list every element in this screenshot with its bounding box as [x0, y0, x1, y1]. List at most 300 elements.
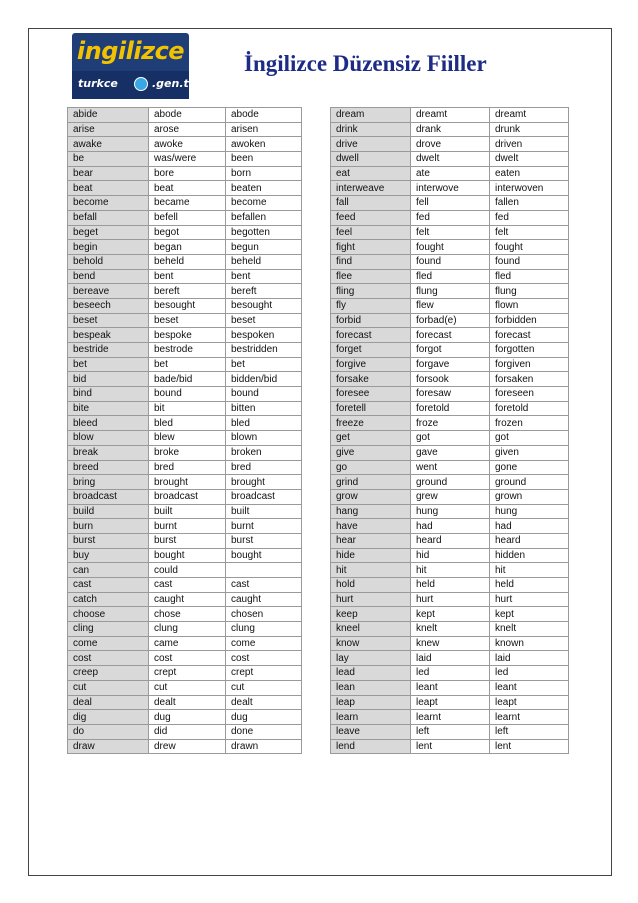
verb-row [68, 651, 302, 666]
verb-row [331, 181, 569, 196]
verb-row [68, 284, 302, 299]
past-participle-cell: brought [226, 475, 302, 490]
verb-row [68, 416, 302, 431]
page-title: İngilizce Düzensiz Fiiller [244, 51, 487, 76]
past-simple-cell: had [411, 519, 490, 534]
verb-row [331, 284, 569, 299]
verb-row [68, 343, 302, 358]
verb-row [68, 680, 302, 695]
past-simple-cell: became [149, 196, 226, 211]
past-participle-cell: blown [226, 431, 302, 446]
verb-row [68, 269, 302, 284]
base-form-cell: find [331, 254, 411, 269]
past-simple-cell: gave [411, 445, 490, 460]
past-participle-cell: forsaken [490, 372, 569, 387]
past-simple-cell: chose [149, 607, 226, 622]
past-participle-cell: drunk [490, 122, 569, 137]
past-participle-cell: caught [226, 592, 302, 607]
past-participle-cell: learnt [490, 710, 569, 725]
base-form-cell: forget [331, 343, 411, 358]
past-simple-cell: knew [411, 636, 490, 651]
past-participle-cell: burnt [226, 519, 302, 534]
past-simple-cell: clung [149, 622, 226, 637]
past-participle-cell: hit [490, 563, 569, 578]
past-participle-cell: bereft [226, 284, 302, 299]
past-participle-cell: flung [490, 284, 569, 299]
verb-row [68, 724, 302, 739]
past-participle-cell: beaten [226, 181, 302, 196]
past-participle-cell: forecast [490, 328, 569, 343]
past-simple-cell: bade/bid [149, 372, 226, 387]
past-simple-cell: burnt [149, 519, 226, 534]
verb-row [68, 445, 302, 460]
base-form-cell: awake [68, 137, 149, 152]
verb-row [331, 122, 569, 137]
past-participle-cell: kept [490, 607, 569, 622]
past-participle-cell: left [490, 724, 569, 739]
past-participle-cell: forbidden [490, 313, 569, 328]
past-simple-cell: forsook [411, 372, 490, 387]
verb-row [68, 578, 302, 593]
base-form-cell: flee [331, 269, 411, 284]
past-simple-cell: burst [149, 533, 226, 548]
verb-row [331, 680, 569, 695]
verb-row [331, 504, 569, 519]
past-simple-cell: lent [411, 739, 490, 754]
past-participle-cell: done [226, 724, 302, 739]
base-form-cell: bespeak [68, 328, 149, 343]
past-simple-cell: befell [149, 210, 226, 225]
past-simple-cell: abode [149, 108, 226, 123]
past-participle-cell: bestridden [226, 343, 302, 358]
past-participle-cell: interwoven [490, 181, 569, 196]
past-simple-cell: hid [411, 548, 490, 563]
past-simple-cell: bespoke [149, 328, 226, 343]
base-form-cell: can [68, 563, 149, 578]
past-participle-cell: bespoken [226, 328, 302, 343]
past-simple-cell: led [411, 666, 490, 681]
past-simple-cell: drew [149, 739, 226, 754]
past-participle-cell: held [490, 578, 569, 593]
base-form-cell: cling [68, 622, 149, 637]
past-participle-cell: fed [490, 210, 569, 225]
verb-row [331, 460, 569, 475]
past-simple-cell: laid [411, 651, 490, 666]
past-simple-cell: bit [149, 401, 226, 416]
base-form-cell: hit [331, 563, 411, 578]
verb-row [68, 196, 302, 211]
past-participle-cell: ground [490, 475, 569, 490]
past-participle-cell: led [490, 666, 569, 681]
past-simple-cell: foretold [411, 401, 490, 416]
verb-row [331, 563, 569, 578]
past-participle-cell: born [226, 166, 302, 181]
verb-row [68, 592, 302, 607]
past-simple-cell: bet [149, 357, 226, 372]
past-simple-cell: beat [149, 181, 226, 196]
past-simple-cell: foresaw [411, 387, 490, 402]
past-participle-cell: bred [226, 460, 302, 475]
past-participle-cell: come [226, 636, 302, 651]
past-participle-cell: leapt [490, 695, 569, 710]
past-participle-cell: clung [226, 622, 302, 637]
verb-row [68, 357, 302, 372]
past-participle-cell: chosen [226, 607, 302, 622]
past-participle-cell: lent [490, 739, 569, 754]
verb-row [68, 372, 302, 387]
base-form-cell: drive [331, 137, 411, 152]
past-simple-cell: beset [149, 313, 226, 328]
past-participle-cell: eaten [490, 166, 569, 181]
verb-row [68, 489, 302, 504]
past-participle-cell: built [226, 504, 302, 519]
past-participle-cell: cast [226, 578, 302, 593]
verb-row [331, 739, 569, 754]
past-participle-cell: dealt [226, 695, 302, 710]
verb-row [331, 372, 569, 387]
past-simple-cell: dug [149, 710, 226, 725]
past-participle-cell: knelt [490, 622, 569, 637]
verb-row [68, 563, 302, 578]
base-form-cell: eat [331, 166, 411, 181]
past-simple-cell: was/were [149, 152, 226, 167]
past-simple-cell: fell [411, 196, 490, 211]
base-form-cell: arise [68, 122, 149, 137]
verb-row [331, 357, 569, 372]
base-form-cell: fling [331, 284, 411, 299]
verb-row [331, 607, 569, 622]
past-participle-cell: beheld [226, 254, 302, 269]
past-participle-cell: burst [226, 533, 302, 548]
verb-row [331, 710, 569, 725]
verb-row [331, 298, 569, 313]
base-form-cell: freeze [331, 416, 411, 431]
verb-row [68, 181, 302, 196]
past-participle-cell [226, 563, 302, 578]
base-form-cell: have [331, 519, 411, 534]
past-participle-cell: foreseen [490, 387, 569, 402]
verb-row [331, 666, 569, 681]
verb-row [331, 343, 569, 358]
past-simple-cell: bled [149, 416, 226, 431]
past-simple-cell: beheld [149, 254, 226, 269]
past-simple-cell: besought [149, 298, 226, 313]
base-form-cell: get [331, 431, 411, 446]
verb-row [68, 548, 302, 563]
past-participle-cell: bent [226, 269, 302, 284]
base-form-cell: begin [68, 240, 149, 255]
base-form-cell: beat [68, 181, 149, 196]
base-form-cell: bleed [68, 416, 149, 431]
verb-row [331, 724, 569, 739]
verb-row [68, 401, 302, 416]
past-simple-cell: dreamt [411, 108, 490, 123]
verb-row [68, 137, 302, 152]
past-simple-cell: learnt [411, 710, 490, 725]
base-form-cell: befall [68, 210, 149, 225]
base-form-cell: broadcast [68, 489, 149, 504]
verb-row [331, 636, 569, 651]
past-simple-cell: got [411, 431, 490, 446]
past-participle-cell: cut [226, 680, 302, 695]
base-form-cell: cut [68, 680, 149, 695]
past-simple-cell: left [411, 724, 490, 739]
past-simple-cell: grew [411, 489, 490, 504]
verb-row [68, 225, 302, 240]
past-simple-cell: fought [411, 240, 490, 255]
base-form-cell: go [331, 460, 411, 475]
past-participle-cell: driven [490, 137, 569, 152]
verb-row [331, 533, 569, 548]
verb-row [331, 152, 569, 167]
verb-row [68, 636, 302, 651]
past-simple-cell: bestrode [149, 343, 226, 358]
past-participle-cell: frozen [490, 416, 569, 431]
logo-subtitle-left: turkce [78, 77, 118, 90]
base-form-cell: burn [68, 519, 149, 534]
past-simple-cell: did [149, 724, 226, 739]
past-simple-cell: crept [149, 666, 226, 681]
site-logo [72, 33, 195, 99]
verb-row [331, 578, 569, 593]
base-form-cell: come [68, 636, 149, 651]
base-form-cell: beseech [68, 298, 149, 313]
past-simple-cell: arose [149, 122, 226, 137]
past-simple-cell: bred [149, 460, 226, 475]
past-participle-cell: bled [226, 416, 302, 431]
base-form-cell: hide [331, 548, 411, 563]
base-form-cell: grind [331, 475, 411, 490]
past-simple-cell: cast [149, 578, 226, 593]
past-simple-cell: broadcast [149, 489, 226, 504]
base-form-cell: breed [68, 460, 149, 475]
verb-row [68, 739, 302, 754]
verb-row [331, 475, 569, 490]
verb-row [68, 666, 302, 681]
globe-icon [134, 77, 148, 91]
past-participle-cell: fled [490, 269, 569, 284]
verb-row [68, 622, 302, 637]
past-participle-cell: been [226, 152, 302, 167]
past-simple-cell: cost [149, 651, 226, 666]
verb-row [331, 416, 569, 431]
past-simple-cell: leapt [411, 695, 490, 710]
verb-row [331, 328, 569, 343]
verb-row [331, 166, 569, 181]
verb-row [331, 196, 569, 211]
base-form-cell: give [331, 445, 411, 460]
past-simple-cell: bound [149, 387, 226, 402]
verb-row [331, 225, 569, 240]
verb-table-left [67, 107, 302, 754]
verb-row [331, 622, 569, 637]
past-participle-cell: broadcast [226, 489, 302, 504]
past-participle-cell: broken [226, 445, 302, 460]
base-form-cell: do [68, 724, 149, 739]
base-form-cell: hang [331, 504, 411, 519]
base-form-cell: bend [68, 269, 149, 284]
past-simple-cell: leant [411, 680, 490, 695]
past-simple-cell: forbad(e) [411, 313, 490, 328]
base-form-cell: forecast [331, 328, 411, 343]
verb-row [68, 387, 302, 402]
verb-row [331, 401, 569, 416]
base-form-cell: learn [331, 710, 411, 725]
base-form-cell: burst [68, 533, 149, 548]
base-form-cell: fall [331, 196, 411, 211]
base-form-cell: know [331, 636, 411, 651]
past-participle-cell: besought [226, 298, 302, 313]
verb-row [331, 254, 569, 269]
past-simple-cell: built [149, 504, 226, 519]
base-form-cell: lean [331, 680, 411, 695]
past-participle-cell: drawn [226, 739, 302, 754]
base-form-cell: break [68, 445, 149, 460]
base-form-cell: cost [68, 651, 149, 666]
verb-row [331, 269, 569, 284]
past-simple-cell: began [149, 240, 226, 255]
past-participle-cell: become [226, 196, 302, 211]
base-form-cell: bear [68, 166, 149, 181]
verb-row [331, 695, 569, 710]
base-form-cell: behold [68, 254, 149, 269]
past-simple-cell: heard [411, 533, 490, 548]
past-simple-cell: bent [149, 269, 226, 284]
base-form-cell: bid [68, 372, 149, 387]
past-simple-cell: caught [149, 592, 226, 607]
verb-row [68, 122, 302, 137]
past-simple-cell: blew [149, 431, 226, 446]
base-form-cell: leave [331, 724, 411, 739]
verb-table-right [330, 107, 569, 754]
base-form-cell: cast [68, 578, 149, 593]
past-participle-cell: dreamt [490, 108, 569, 123]
past-simple-cell: brought [149, 475, 226, 490]
past-participle-cell: cost [226, 651, 302, 666]
base-form-cell: be [68, 152, 149, 167]
past-simple-cell: awoke [149, 137, 226, 152]
base-form-cell: hold [331, 578, 411, 593]
base-form-cell: forsake [331, 372, 411, 387]
verb-row [68, 431, 302, 446]
past-participle-cell: forgiven [490, 357, 569, 372]
past-simple-cell: flew [411, 298, 490, 313]
verb-row [331, 137, 569, 152]
base-form-cell: lead [331, 666, 411, 681]
past-participle-cell: bitten [226, 401, 302, 416]
past-participle-cell: bet [226, 357, 302, 372]
past-participle-cell: dug [226, 710, 302, 725]
base-form-cell: hear [331, 533, 411, 548]
past-simple-cell: cut [149, 680, 226, 695]
past-simple-cell: dwelt [411, 152, 490, 167]
verb-row [68, 166, 302, 181]
base-form-cell: fly [331, 298, 411, 313]
past-participle-cell: laid [490, 651, 569, 666]
past-participle-cell: crept [226, 666, 302, 681]
verb-row [68, 108, 302, 123]
past-simple-cell: ground [411, 475, 490, 490]
past-simple-cell: dealt [149, 695, 226, 710]
past-participle-cell: got [490, 431, 569, 446]
base-form-cell: bereave [68, 284, 149, 299]
base-form-cell: buy [68, 548, 149, 563]
verb-row [68, 504, 302, 519]
base-form-cell: kneel [331, 622, 411, 637]
past-participle-cell: found [490, 254, 569, 269]
base-form-cell: dream [331, 108, 411, 123]
past-simple-cell: drove [411, 137, 490, 152]
past-simple-cell: held [411, 578, 490, 593]
past-simple-cell: found [411, 254, 490, 269]
verb-row [68, 533, 302, 548]
past-simple-cell: bought [149, 548, 226, 563]
base-form-cell: beset [68, 313, 149, 328]
verb-row [68, 298, 302, 313]
base-form-cell: forgive [331, 357, 411, 372]
base-form-cell: lay [331, 651, 411, 666]
base-form-cell: bestride [68, 343, 149, 358]
base-form-cell: beget [68, 225, 149, 240]
past-simple-cell: flung [411, 284, 490, 299]
past-participle-cell: flown [490, 298, 569, 313]
verb-row [331, 445, 569, 460]
base-form-cell: abide [68, 108, 149, 123]
past-participle-cell: hung [490, 504, 569, 519]
base-form-cell: blow [68, 431, 149, 446]
base-form-cell: bet [68, 357, 149, 372]
past-simple-cell: froze [411, 416, 490, 431]
base-form-cell: keep [331, 607, 411, 622]
base-form-cell: catch [68, 592, 149, 607]
past-simple-cell: hit [411, 563, 490, 578]
verb-row [68, 254, 302, 269]
past-simple-cell: interwove [411, 181, 490, 196]
past-simple-cell: went [411, 460, 490, 475]
past-simple-cell: broke [149, 445, 226, 460]
base-form-cell: build [68, 504, 149, 519]
base-form-cell: choose [68, 607, 149, 622]
past-simple-cell: fled [411, 269, 490, 284]
base-form-cell: bring [68, 475, 149, 490]
past-participle-cell: beset [226, 313, 302, 328]
past-participle-cell: leant [490, 680, 569, 695]
past-simple-cell: begot [149, 225, 226, 240]
past-participle-cell: gone [490, 460, 569, 475]
past-simple-cell: bereft [149, 284, 226, 299]
past-participle-cell: had [490, 519, 569, 534]
verb-row [331, 548, 569, 563]
verb-row [68, 460, 302, 475]
past-participle-cell: arisen [226, 122, 302, 137]
past-participle-cell: foretold [490, 401, 569, 416]
base-form-cell: deal [68, 695, 149, 710]
past-participle-cell: given [490, 445, 569, 460]
past-simple-cell: knelt [411, 622, 490, 637]
past-simple-cell: hurt [411, 592, 490, 607]
verb-row [68, 607, 302, 622]
base-form-cell: hurt [331, 592, 411, 607]
verb-row [68, 519, 302, 534]
base-form-cell: bind [68, 387, 149, 402]
base-form-cell: lend [331, 739, 411, 754]
verb-row [68, 328, 302, 343]
verb-row [68, 152, 302, 167]
base-form-cell: interweave [331, 181, 411, 196]
past-participle-cell: bidden/bid [226, 372, 302, 387]
logo-wordmark: ingilizce [76, 37, 185, 65]
past-participle-cell: heard [490, 533, 569, 548]
